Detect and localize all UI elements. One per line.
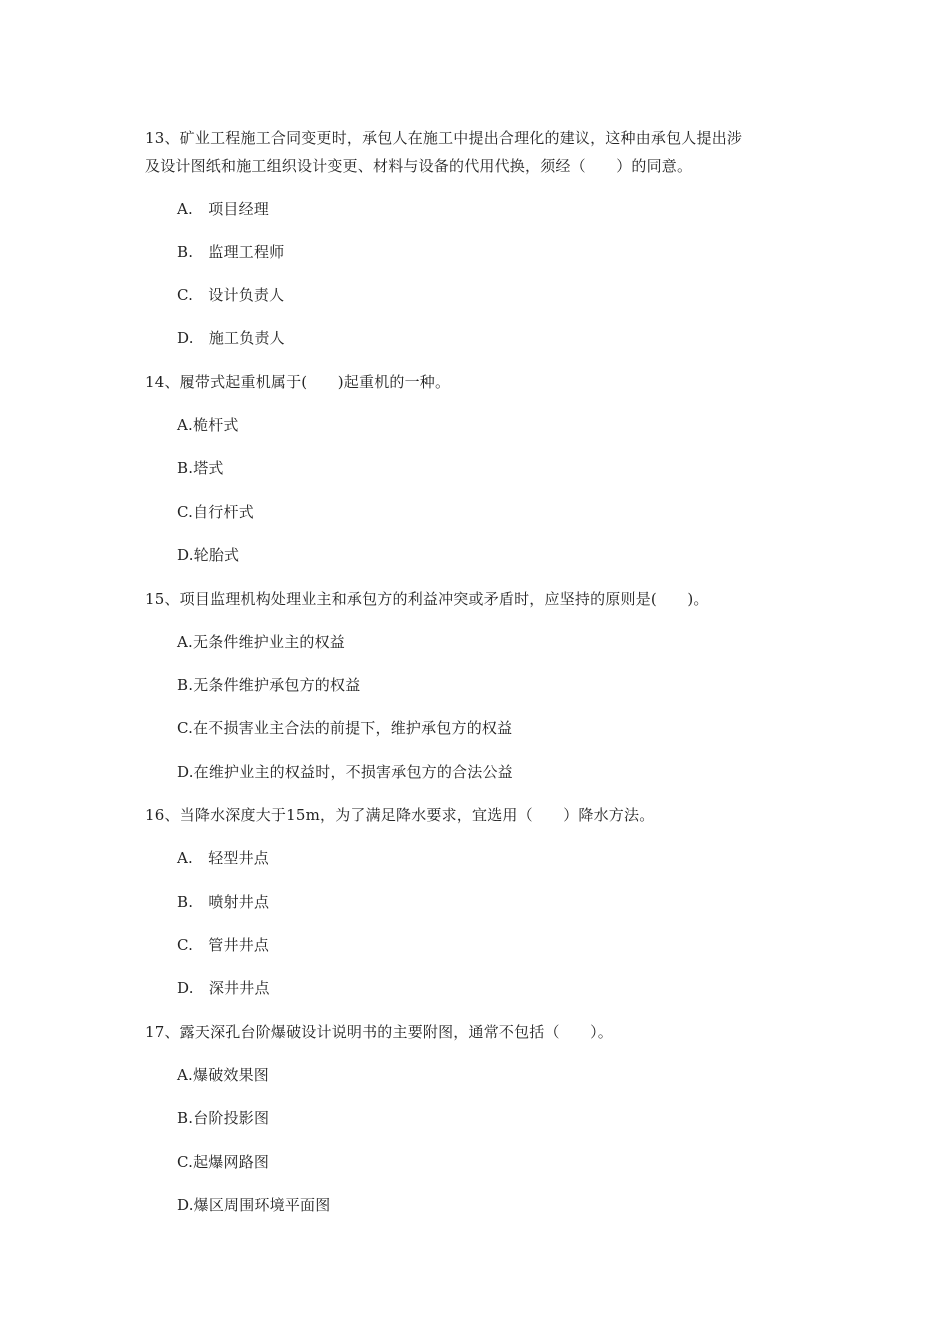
question-14-stem: 14、履带式起重机属于( )起重机的一种。	[145, 373, 451, 391]
question-13-stem-line-2: 及设计图纸和施工组织设计变更、材料与设备的代用代换，须经（ ）的同意。	[145, 157, 693, 175]
question-13-option-c: C. 设计负责人	[177, 286, 285, 304]
question-16-option-a: A. 轻型井点	[177, 849, 270, 867]
question-15-option-b: B.无条件维护承包方的权益	[177, 676, 361, 694]
question-14-option-a: A.桅杆式	[177, 416, 239, 434]
question-17-option-a: A.爆破效果图	[177, 1066, 270, 1084]
question-13-option-d: D. 施工负责人	[177, 329, 285, 347]
question-14-option-b: B.塔式	[177, 459, 224, 477]
question-17-option-c: C.起爆网路图	[177, 1153, 270, 1171]
question-13-option-a: A. 项目经理	[177, 200, 270, 218]
question-13-option-b: B. 监理工程师	[177, 243, 285, 261]
question-17-stem: 17、露天深孔台阶爆破设计说明书的主要附图，通常不包括（ ）。	[145, 1023, 613, 1041]
question-16-option-b: B. 喷射井点	[177, 893, 270, 911]
question-17-option-d: D.爆区周围环境平面图	[177, 1196, 331, 1214]
question-15-stem: 15、项目监理机构处理业主和承包方的利益冲突或矛盾时，应坚持的原则是( )。	[145, 590, 709, 608]
question-17-option-b: B.台阶投影图	[177, 1109, 270, 1127]
question-14-option-d: D.轮胎式	[177, 546, 240, 564]
question-14-option-c: C.自行杆式	[177, 503, 254, 521]
question-16-option-c: C. 管井井点	[177, 936, 270, 954]
question-16-stem: 16、当降水深度大于15m，为了满足降水要求，宜选用（ ）降水方法。	[145, 806, 655, 824]
question-15-option-a: A.无条件维护业主的权益	[177, 633, 346, 651]
question-13-stem-line-1: 13、矿业工程施工合同变更时，承包人在施工中提出合理化的建议，这种由承包人提出涉	[145, 129, 743, 147]
question-15-option-c: C.在不损害业主合法的前提下，维护承包方的权益	[177, 719, 513, 737]
question-16-option-d: D. 深井井点	[177, 979, 270, 997]
question-15-option-d: D.在维护业主的权益时，不损害承包方的合法公益	[177, 763, 513, 781]
